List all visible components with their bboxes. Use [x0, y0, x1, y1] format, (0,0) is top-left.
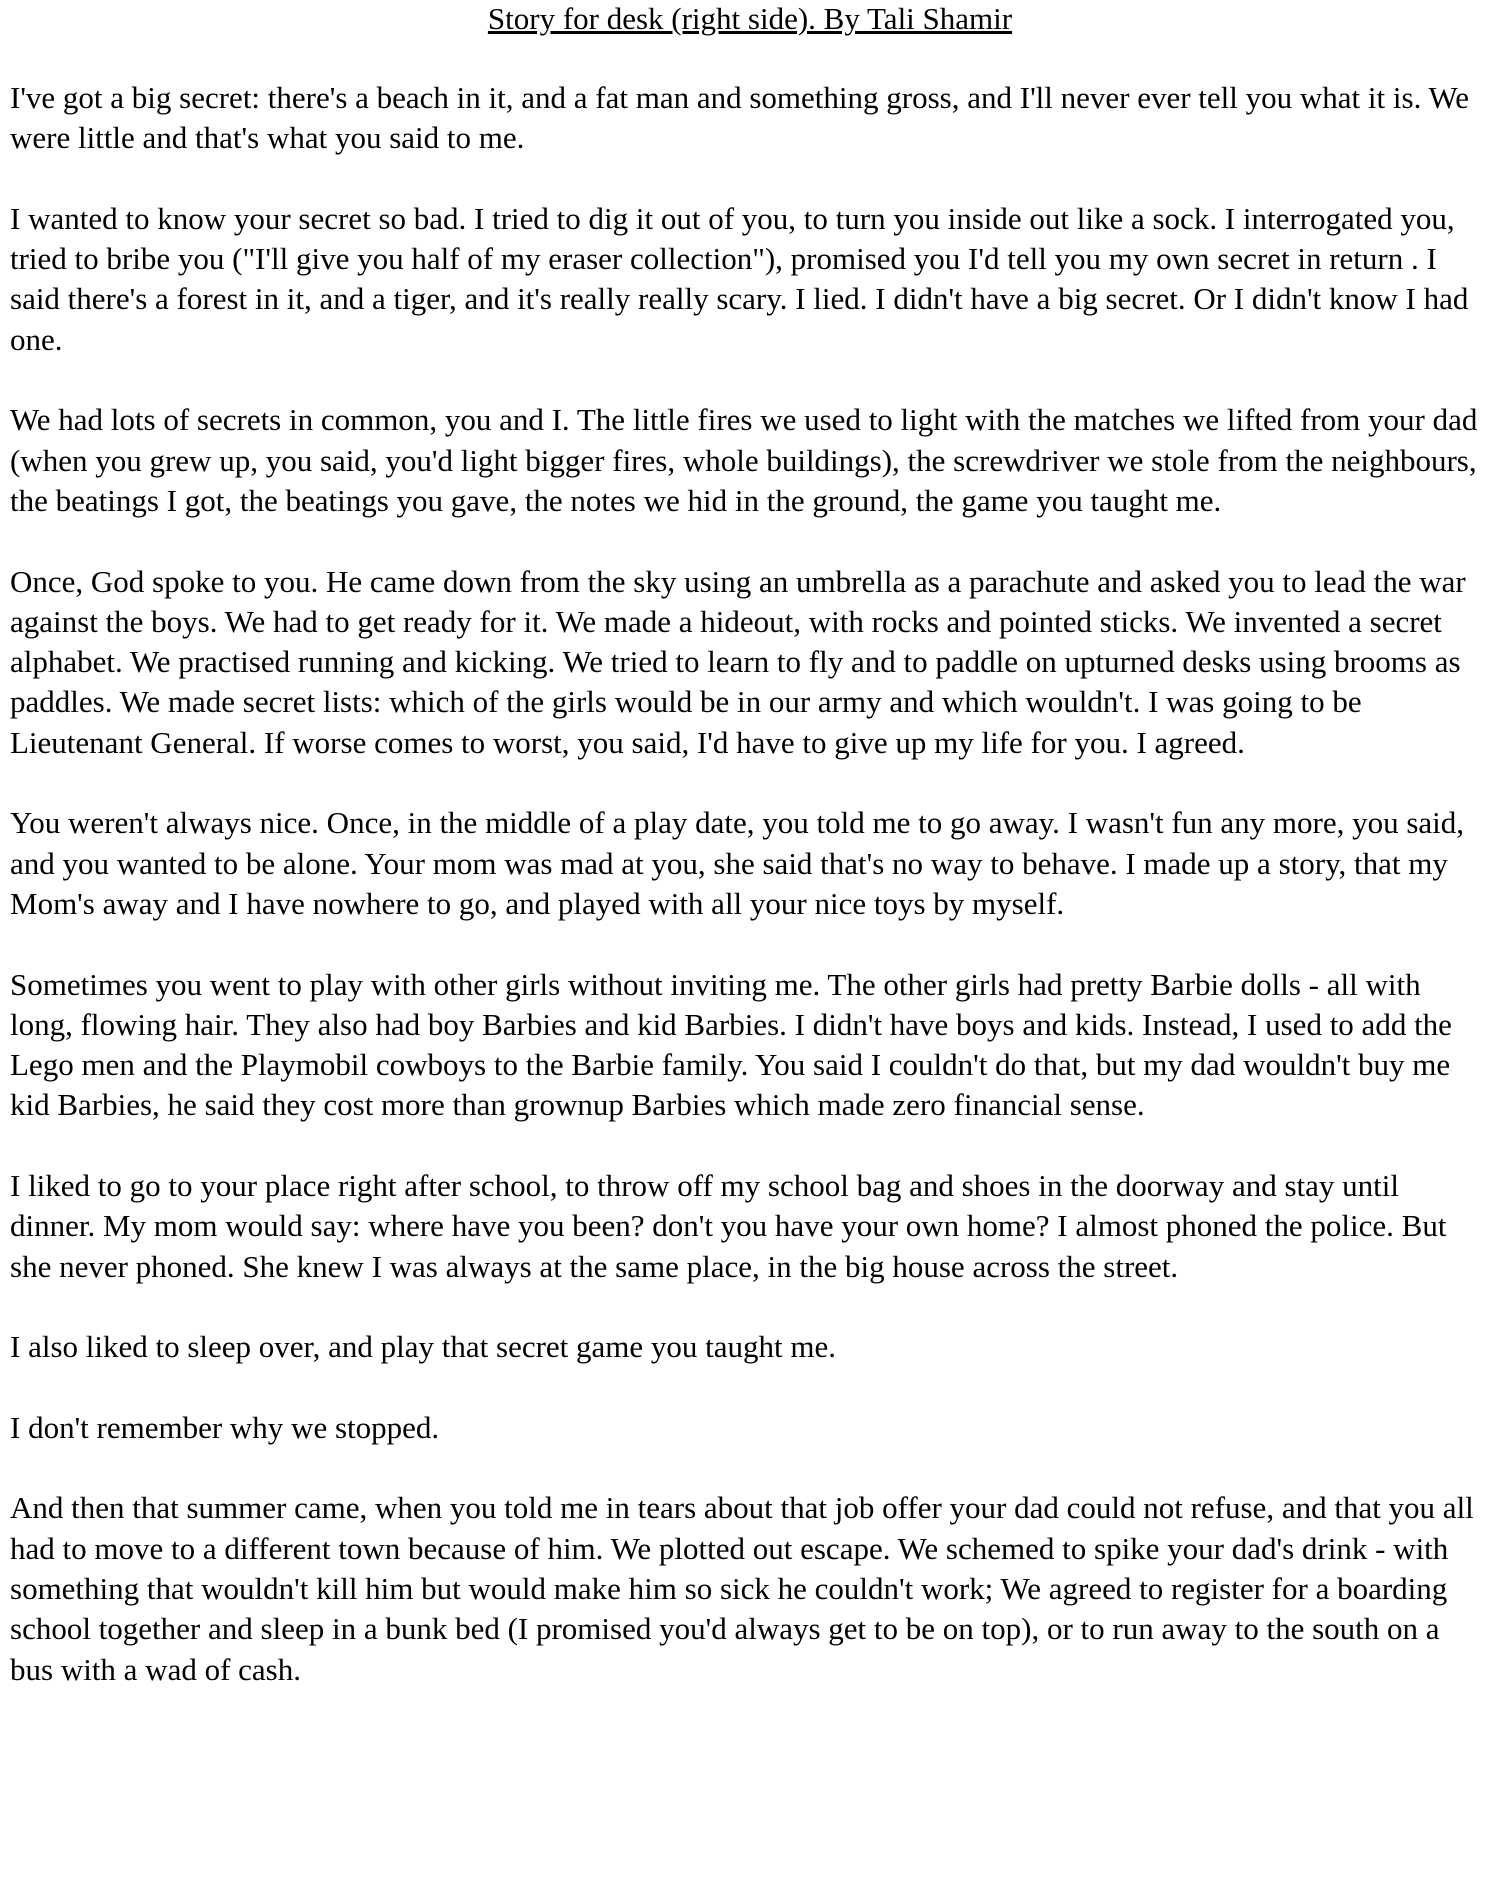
story-paragraph-2: I wanted to know your secret so bad. I tried to dig it out of you, to turn you inside out like a sock. I interrogated you, tried to bribe you ("I'll give you half of my eraser collection"), promised you I'd tell you my own secret in return . I said there's a forest in it, and a tiger, and it's really really scary. I lied. I didn't have a big secret. Or I didn't know I had one.: [10, 200, 1469, 357]
story-paragraph-3: We had lots of secrets in common, you and I. The little fires we used to light with the matches we lifted from your dad (when you grew up, you said, you'd light bigger fires, whole buildings), the screwdriver we stole from the neighbours, the beatings I got, the beatings you gave, the notes we hid in the ground, the game you taught me.: [10, 402, 1478, 518]
story-paragraph-1: I've got a big secret: there's a beach in it, and a fat man and something gross, and I'll never ever tell you what it is. We were little and that's what you said to me.: [10, 80, 1470, 156]
story-paragraph-5: You weren't always nice. Once, in the middle of a play date, you told me to go away. I wasn't fun any more, you said, and you wanted to be alone. Your mom was mad at you, she said that's no way to behave. I made up a story, that my Mom's away and I have nowhere to go, and played with all your nice toys by myself.: [10, 805, 1465, 921]
story-title: Story for desk (right side). By Tali Shamir: [487, 1, 1013, 36]
story-paragraph-10: And then that summer came, when you told me in tears about that job offer your dad could not refuse, and that you all had to move to a different town because of him. We plotted out escape. We schemed to spike your dad's drink - with something that wouldn't kill him but would make him so sick he couldn't work; We agreed to register for a boarding school together and sleep in a bunk bed (I promised you'd always get to be on top), or to run away to the south on a bus with a wad of cash.: [10, 1490, 1474, 1687]
story-paragraph-6: Sometimes you went to play with other girls without inviting me. The other girls had pretty Barbie dolls - all with long, flowing hair. They also had boy Barbies and kid Barbies. I didn't have boys and kids. Instead, I used to add the Lego men and the Playmobil cowboys to the Barbie family. You said I couldn't do that, but my dad wouldn't buy me kid Barbies, he said they cost more than grownup Barbies which made zero financial sense.: [10, 966, 1452, 1123]
story-paragraph-8: I also liked to sleep over, and play that secret game you taught me.: [10, 1329, 837, 1365]
story-body: [10, 78, 1490, 1690]
story-paragraph-9: I don't remember why we stopped.: [10, 1409, 440, 1445]
story-paragraph-7: I liked to go to your place right after school, to throw off my school bag and shoes in the doorway and stay until dinner. My mom would say: where have you been? don't you have your own home? I almost phoned the police. But she never phoned. She knew I was always at the same place, in the big house across the street.: [10, 1168, 1447, 1284]
story-paragraph-4: Once, God spoke to you. He came down from the sky using an umbrella as a parachute and asked you to lead the war against the boys. We had to get ready for it. We made a hideout, with rocks and pointed sticks. We invented a secret alphabet. We practised running and kicking. We tried to learn to fly and to paddle on upturned desks using brooms as paddles. We made secret lists: which of the girls would be in our army and which wouldn't. I was going to be Lieutenant General. If worse comes to worst, you said, I'd have to give up my life for you. I agreed.: [10, 563, 1466, 760]
